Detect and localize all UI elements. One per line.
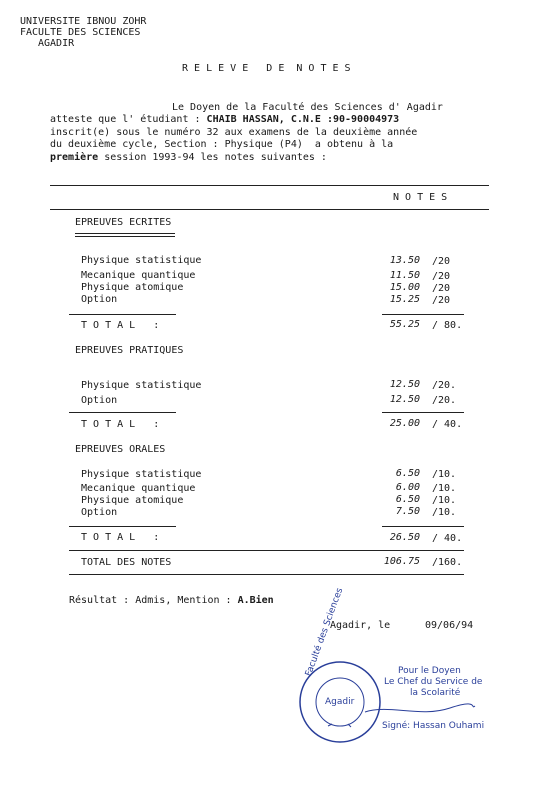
list-item: Physique statistique	[81, 255, 202, 266]
stamp-top-text: Faculté des Sciences	[303, 586, 346, 678]
section-title-pratiques: EPREUVES PRATIQUES	[75, 345, 184, 356]
signature-scribble-icon	[360, 698, 480, 722]
result-line: Résultat : Admis, Mention : A.Bien	[69, 595, 274, 606]
item-score: 12.50	[389, 394, 420, 405]
subtotal-rule	[69, 314, 176, 315]
student-identity: CHAIB HASSAN, C.N.E :90-90004973	[206, 114, 400, 125]
item-score: 6.50	[395, 494, 420, 505]
list-item: Physique statistique	[81, 380, 202, 391]
item-max: /10.	[432, 483, 457, 494]
grand-total-top-rule	[69, 550, 464, 551]
list-item: Option	[81, 395, 118, 406]
table-header-rule	[50, 209, 489, 210]
grand-total-bottom-rule	[69, 574, 464, 575]
faculty-name: FACULTE DES SCIENCES	[20, 27, 141, 38]
signature-line-2: Le Chef du Service de	[384, 677, 483, 687]
item-max: /10.	[432, 507, 457, 518]
item-score: 12.50	[389, 379, 420, 390]
signature-line-4: Signé: Hassan Ouhami	[382, 721, 485, 731]
section-title-orales: EPREUVES ORALES	[75, 444, 166, 455]
signature-line-3: la Scolarité	[410, 688, 461, 698]
intro-line-5: première session 1993-94 les notes suivantes :	[50, 152, 327, 163]
intro-line-3: inscrit(e) sous le numéro 32 aux examens de la deuxième année	[50, 127, 418, 138]
item-score: 13.50	[389, 255, 420, 266]
total-label: T O T A L :	[81, 532, 160, 543]
total-label: T O T A L :	[81, 320, 160, 331]
table-top-rule	[50, 185, 489, 186]
place: Agadir, le	[330, 620, 391, 631]
list-item: Mecanique quantique	[81, 270, 196, 281]
intro-line-4: du deuxième cycle, Section : Physique (P4) a obtenu à la	[50, 139, 394, 150]
total-max: / 40.	[432, 533, 463, 544]
list-item: Option	[81, 294, 118, 305]
item-score: 7.50	[395, 506, 420, 517]
mention: A.Bien	[237, 595, 274, 606]
item-max: /20	[432, 271, 451, 282]
section-underline	[75, 233, 175, 237]
grand-total-label: TOTAL DES NOTES	[81, 557, 172, 568]
subtotal-rule	[69, 412, 176, 413]
item-score: 6.50	[395, 468, 420, 479]
item-max: /20.	[432, 395, 457, 406]
subtotal-rule	[69, 526, 176, 527]
subtotal-rule	[382, 526, 464, 527]
item-max: /20	[432, 295, 451, 306]
total-label: T O T A L :	[81, 419, 160, 430]
date: 09/06/94	[425, 620, 474, 631]
stamp-center-text: Agadir	[325, 697, 355, 707]
total-score: 55.25	[389, 319, 420, 330]
page-title: R E L E V E D E N O T E S	[182, 63, 351, 74]
item-score: 15.25	[389, 294, 420, 305]
total-max: / 80.	[432, 320, 463, 331]
intro-line-2: atteste que l' étudiant : CHAIB HASSAN, C.N.E :90-90004973	[50, 114, 400, 125]
item-max: /10.	[432, 495, 457, 506]
total-score: 25.00	[389, 418, 420, 429]
signature-line-1: Pour le Doyen	[398, 666, 461, 676]
item-max: /10.	[432, 469, 457, 480]
list-item: Physique atomique	[81, 495, 184, 506]
item-score: 11.50	[389, 270, 420, 281]
total-max: / 40.	[432, 419, 463, 430]
section-title-ecrites: EPREUVES ECRITES	[75, 217, 172, 228]
subtotal-rule	[382, 412, 464, 413]
university-name: UNIVERSITE IBNOU ZOHR	[20, 16, 147, 27]
item-score: 15.00	[389, 282, 420, 293]
list-item: Option	[81, 507, 118, 518]
item-max: /20.	[432, 380, 457, 391]
item-max: /20	[432, 256, 451, 267]
item-max: /20	[432, 283, 451, 294]
list-item: Physique statistique	[81, 469, 202, 480]
city-name: AGADIR	[38, 38, 75, 49]
grand-total-score: 106.75	[383, 556, 420, 567]
item-score: 6.00	[395, 482, 420, 493]
subtotal-rule	[382, 314, 464, 315]
notes-header: N O T E S	[393, 192, 448, 203]
total-score: 26.50	[389, 532, 420, 543]
intro-line-1: Le Doyen de la Faculté des Sciences d' Agadir	[172, 102, 443, 113]
list-item: Mecanique quantique	[81, 483, 196, 494]
grand-total-max: /160.	[432, 557, 463, 568]
list-item: Physique atomique	[81, 282, 184, 293]
